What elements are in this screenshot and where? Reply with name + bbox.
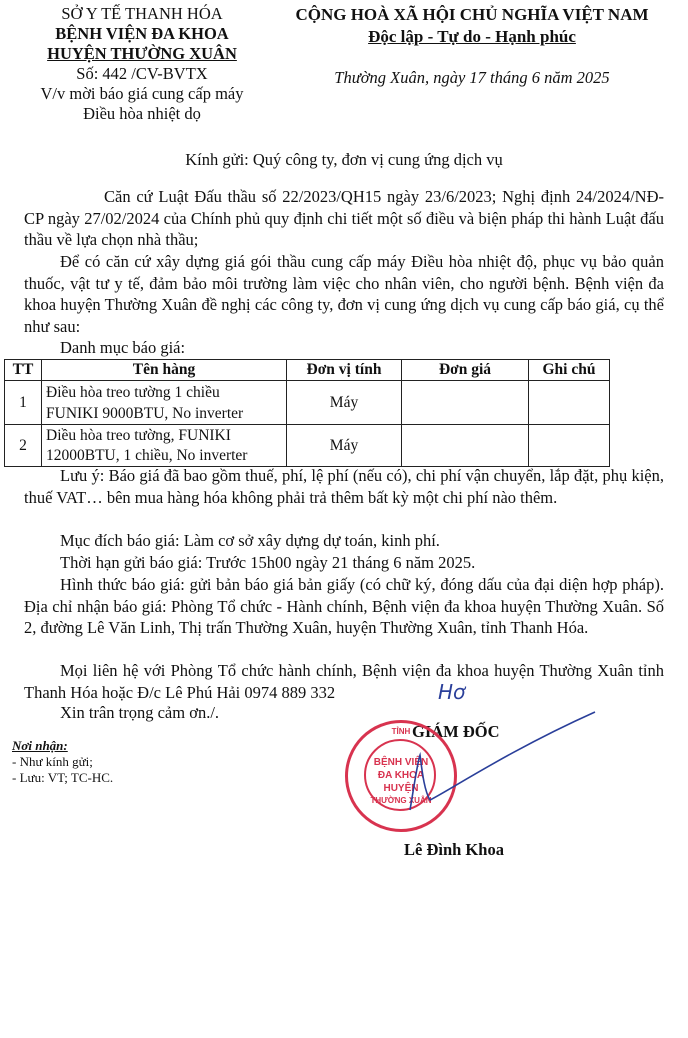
row-tt: 1 [5, 381, 42, 425]
item-name-line1: Diều hòa treo tường, FUNIKI [46, 426, 231, 444]
recipients-title: Nơi nhận: [12, 738, 68, 753]
item-name-line2: FUNIKI 9000BTU, No inverter [46, 404, 244, 422]
hospital-name-2: HUYỆN THƯỜNG XUÂN [47, 44, 237, 63]
subject-line-2: Điều hòa nhiệt dọ [83, 104, 201, 123]
col-tt: TT [5, 360, 42, 381]
signer-name: Lê Đình Khoa [404, 840, 504, 859]
row-unit: Máy [287, 425, 402, 467]
stamp-text-2: ĐA KHOA [377, 770, 425, 781]
stamp-text-4: THƯỜNG XUÂN [370, 796, 432, 805]
signature-stroke [410, 712, 595, 810]
stamp-text-1: BỆNH VIỆN [373, 757, 429, 768]
paragraph-purpose: Để có căn cứ xây dựng giá gói thầu cung cấp máy Điều hòa nhiệt độ, phục vụ bảo quản thuốc, vật tư y tế, đảm bảo môi trường làm việc cho nhân viên, cho người bệnh. Bệnh viện đa khoa huyện Thường Xuân đề nghị các công ty, đơn vị cung ứng dịch vụ cung cấp báo giá, cụ thể như sau: [24, 252, 664, 336]
signature-scribble [390, 700, 610, 820]
quotation-table [4, 359, 610, 467]
paragraph-deadline: Thời hạn gửi báo giá: Trước 15h00 ngày 21 tháng 6 năm 2025. [60, 553, 476, 572]
paragraph-quote-purpose: Mục đích báo giá: Làm cơ sở xây dựng dự toán, kinh phí. [60, 531, 440, 550]
paragraph-contact: Mọi liên hệ với Phòng Tổ chức hành chính, Bệnh viện đa khoa huyện Thường Xuân tỉnh Thanh Hóa hoặc Đ/c Lê Phú Hải 0974 889 332 [24, 661, 664, 702]
row-price [402, 381, 529, 425]
row-price [402, 425, 529, 467]
signer-role: GIÁM ĐỐC [412, 722, 500, 741]
row-item-name [42, 381, 287, 425]
paragraph-form: Hình thức báo giá: gửi bản báo giá bản giấy (có chữ ký, đóng dấu của đại diện hợp pháp). Địa chỉ nhận báo giá: Phòng Tổ chức - Hành chính, Bệnh viện đa khoa huyện Thường Xuân. Số 2, đường Lê Văn Linh, Thị trấn Thường Xuân, huyện Thường Xuân, tỉnh Thanh Hóa. [24, 575, 664, 637]
document-date: Thường Xuân, ngày 17 tháng 6 năm 2025 [334, 68, 610, 87]
item-name-line1: Điều hòa treo tường 1 chiều [46, 383, 220, 401]
recipient-item: - Như kính gửi; [12, 754, 93, 769]
col-unit: Đơn vị tính [287, 360, 402, 381]
row-unit: Máy [287, 381, 402, 425]
paragraph-legal-basis: Căn cứ Luật Đấu thầu số 22/2023/QH15 ngày 23/6/2023; Nghị định 24/2024/NĐ-CP ngày 27/02/2024 của Chính phủ quy định chi tiết một số điều và biện pháp thi hành Luật đấu thầu về lựa chọn nhà thầu; [24, 187, 664, 249]
table-row [5, 425, 610, 467]
col-price: Đơn giá [402, 360, 529, 381]
handwritten-initials: Hơ [438, 680, 466, 704]
row-note [529, 381, 610, 425]
ministry-name: SỞ Y TẾ THANH HÓA [61, 4, 223, 23]
stamp-text-3: HUYỆN [383, 783, 419, 794]
table-row [5, 381, 610, 425]
nation-title: CỘNG HOÀ XÃ HỘI CHỦ NGHĨA VIỆT NAM [295, 5, 649, 24]
list-title: Danh mục báo giá: [60, 338, 186, 357]
subject-line-1: V/v mời báo giá cung cấp máy [40, 84, 244, 103]
row-note [529, 425, 610, 467]
paragraph-note: Lưu ý: Báo giá đã bao gồm thuế, phí, lệ phí (nếu có), chi phí vận chuyển, lắp đặt, phụ kiện, thuế VAT… bên mua hàng hóa không phải trả thêm bất kỳ một chi phí nào thêm. [24, 466, 664, 507]
col-note: Ghi chú [529, 360, 610, 381]
item-name-line2: 12000BTU, 1 chiều, No inverter [46, 446, 248, 464]
addressee: Kính gửi: Quý công ty, đơn vị cung ứng dịch vụ [185, 150, 503, 169]
stamp-top-text: TỈNH [391, 727, 411, 736]
nation-motto: Độc lập - Tự do - Hạnh phúc [368, 27, 576, 46]
document-number: Số: 442 /CV-BVTX [76, 64, 208, 83]
col-name: Tên hàng [42, 360, 287, 381]
hospital-name-1: BỆNH VIỆN ĐA KHOA [55, 24, 229, 43]
table-header-row [5, 360, 610, 381]
row-tt: 2 [5, 425, 42, 467]
thanks-line: Xin trân trọng cảm ơn./. [60, 703, 220, 722]
row-item-name [42, 425, 287, 467]
recipient-item: - Lưu: VT; TC-HC. [12, 770, 114, 785]
